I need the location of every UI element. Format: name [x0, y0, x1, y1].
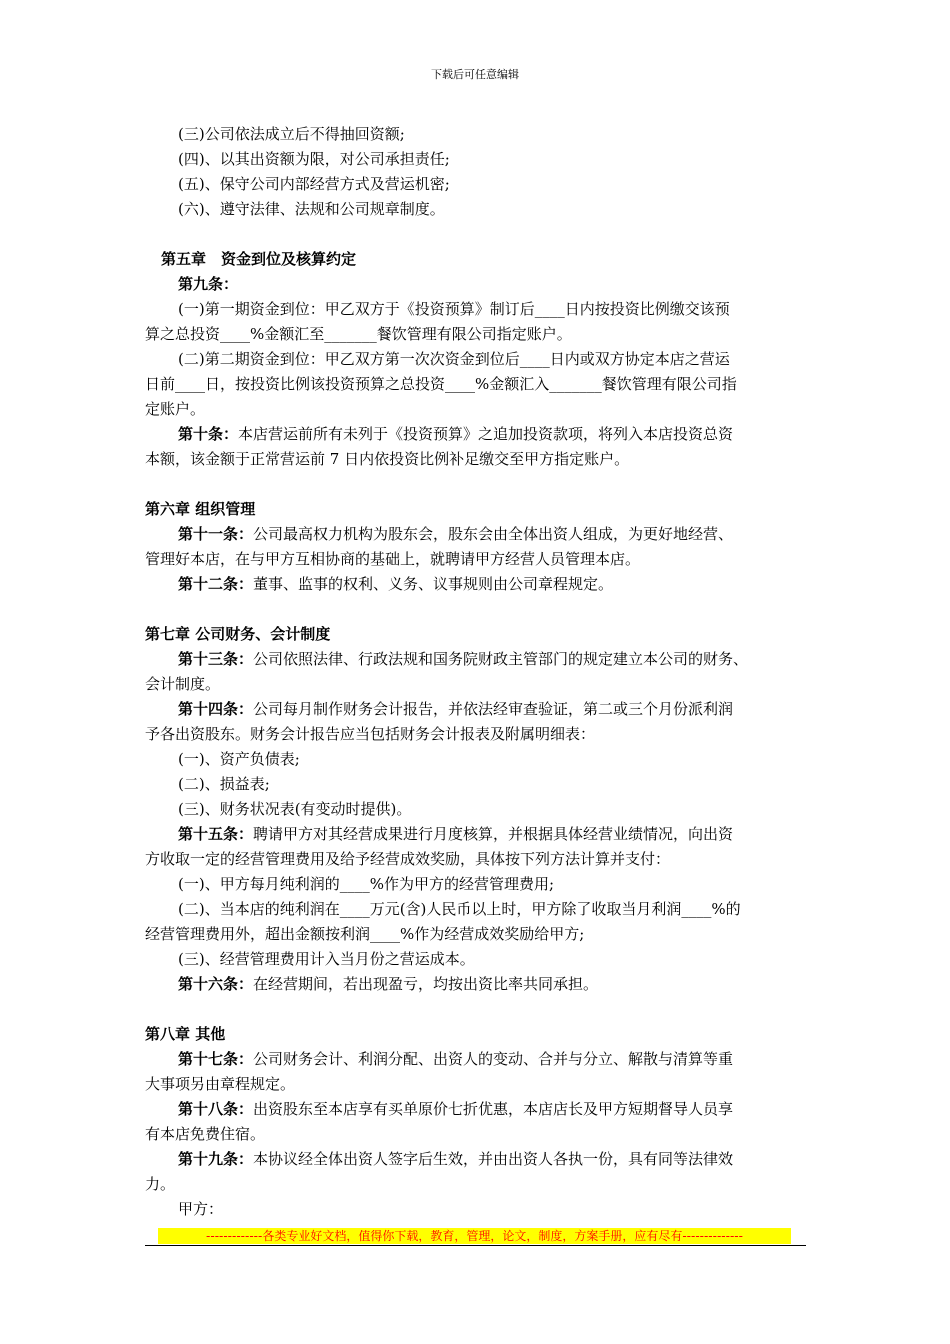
clause-line: (二)、当本店的纯利润在____万元(含)人民币以上时，甲方除了收取当月利润____%的 [178, 900, 741, 918]
clause-line: 经营管理费用外，超出金额按利润____%作为经营成效奖励给甲方; [145, 925, 585, 943]
article-label: 第十九条： [178, 1150, 254, 1168]
clause-line: (一)、资产负债表; [178, 750, 300, 768]
clause-line: (六)、遵守法律、法规和公司规章制度。 [178, 200, 445, 218]
article-label: 第十一条： [178, 525, 254, 543]
clause-line: (一)第一期资金到位：甲乙双方于《投资预算》制订后____日内按投资比例缴交该预 [178, 300, 730, 318]
clause-line: 定账户。 [145, 400, 206, 418]
article-text: 聘请甲方对其经营成果进行月度核算，并根据具体经营业绩情况，向出资 [253, 825, 734, 843]
article-text: 董事、监事的权利、义务、议事规则由公司章程规定。 [253, 575, 614, 593]
signature-party-a: 甲方： [178, 1200, 224, 1218]
clause-line: (二)、损益表; [178, 775, 270, 793]
footer-banner: -------------各类专业好文档，值得你下载，教育，管理，论文，制度，方案手册，应有尽有-------------- [158, 1228, 791, 1244]
clause-line: 方收取一定的经营管理费用及给予经营成效奖励，具体按下列方法计算并支付： [145, 850, 671, 868]
clause-line: 予各出资股东。财务会计报告应当包括财务会计报表及附属明细表： [145, 725, 596, 743]
article-label: 第十四条： [178, 700, 254, 718]
article-text: 公司每月制作财务会计报告，并依法经审查验证，第二或三个月份派利润 [253, 700, 734, 718]
article-label: 第十八条： [178, 1100, 254, 1118]
article-text: 出资股东至本店享有买单原价七折优惠，本店店长及甲方短期督导人员享 [253, 1100, 734, 1118]
article-label: 第十条： [178, 425, 239, 443]
article-text: 公司财务会计、利润分配、出资人的变动、合并与分立、解散与清算等重 [253, 1050, 734, 1068]
article-label: 第十二条： [178, 575, 254, 593]
article-text: 本店营运前所有未列于《投资预算》之追加投资款项，将列入本店投资总资 [238, 425, 734, 443]
clause-line: 力。 [145, 1175, 176, 1193]
article-text: 公司依照法律、行政法规和国务院财政主管部门的规定建立本公司的财务、 [253, 650, 749, 668]
clause-line: (一)、甲方每月纯利润的____%作为甲方的经营管理费用; [178, 875, 555, 893]
clause-line: (四)、以其出资额为限，对公司承担责任; [178, 150, 450, 168]
clause-line: (三)、经营管理费用计入当月份之营运成本。 [178, 950, 475, 968]
chapter-heading: 第五章 资金到位及核算约定 [161, 250, 357, 268]
clause-line: (三)、财务状况表(有变动时提供)。 [178, 800, 412, 818]
clause-line: (三)公司依法成立后不得抽回资额; [178, 125, 405, 143]
clause-line: (二)第二期资金到位：甲乙双方第一次次资金到位后____日内或双方协定本店之营运 [178, 350, 730, 368]
chapter-heading: 第七章 公司财务、会计制度 [145, 625, 331, 643]
chapter-heading: 第八章 其他 [145, 1025, 226, 1043]
clause-line: 日前____日，按投资比例该投资预算之总投资____%金额汇入_______餐饮管理有限公司指 [145, 375, 737, 393]
page-header: 下载后可任意编辑 [431, 68, 519, 81]
article-text: 本协议经全体出资人签字后生效，并由出资人各执一份，具有同等法律效 [253, 1150, 734, 1168]
clause-line: 算之总投资____%金额汇至_______餐饮管理有限公司指定账户。 [145, 325, 572, 343]
clause-line: 有本店免费住宿。 [145, 1125, 266, 1143]
article-label: 第十五条： [178, 825, 254, 843]
clause-line: 本额，该金额于正常营运前 7 日内依投资比例补足缴交至甲方指定账户。 [145, 450, 630, 468]
article-label: 第十六条： [178, 975, 254, 993]
article-text: 公司最高权力机构为股东会，股东会由全体出资人组成，为更好地经营、 [253, 525, 734, 543]
clause-line: (五)、保守公司内部经营方式及营运机密; [178, 175, 450, 193]
article-label: 第十三条： [178, 650, 254, 668]
chapter-heading: 第六章 组织管理 [145, 500, 256, 518]
article-text: 在经营期间，若出现盈亏，均按出资比率共同承担。 [253, 975, 599, 993]
article-label: 第九条： [178, 275, 239, 293]
clause-line: 大事项另由章程规定。 [145, 1075, 296, 1093]
footer-divider [145, 1245, 806, 1246]
clause-line: 管理好本店，在与甲方互相协商的基础上，就聘请甲方经营人员管理本店。 [145, 550, 641, 568]
clause-line: 会计制度。 [145, 675, 221, 693]
article-label: 第十七条： [178, 1050, 254, 1068]
